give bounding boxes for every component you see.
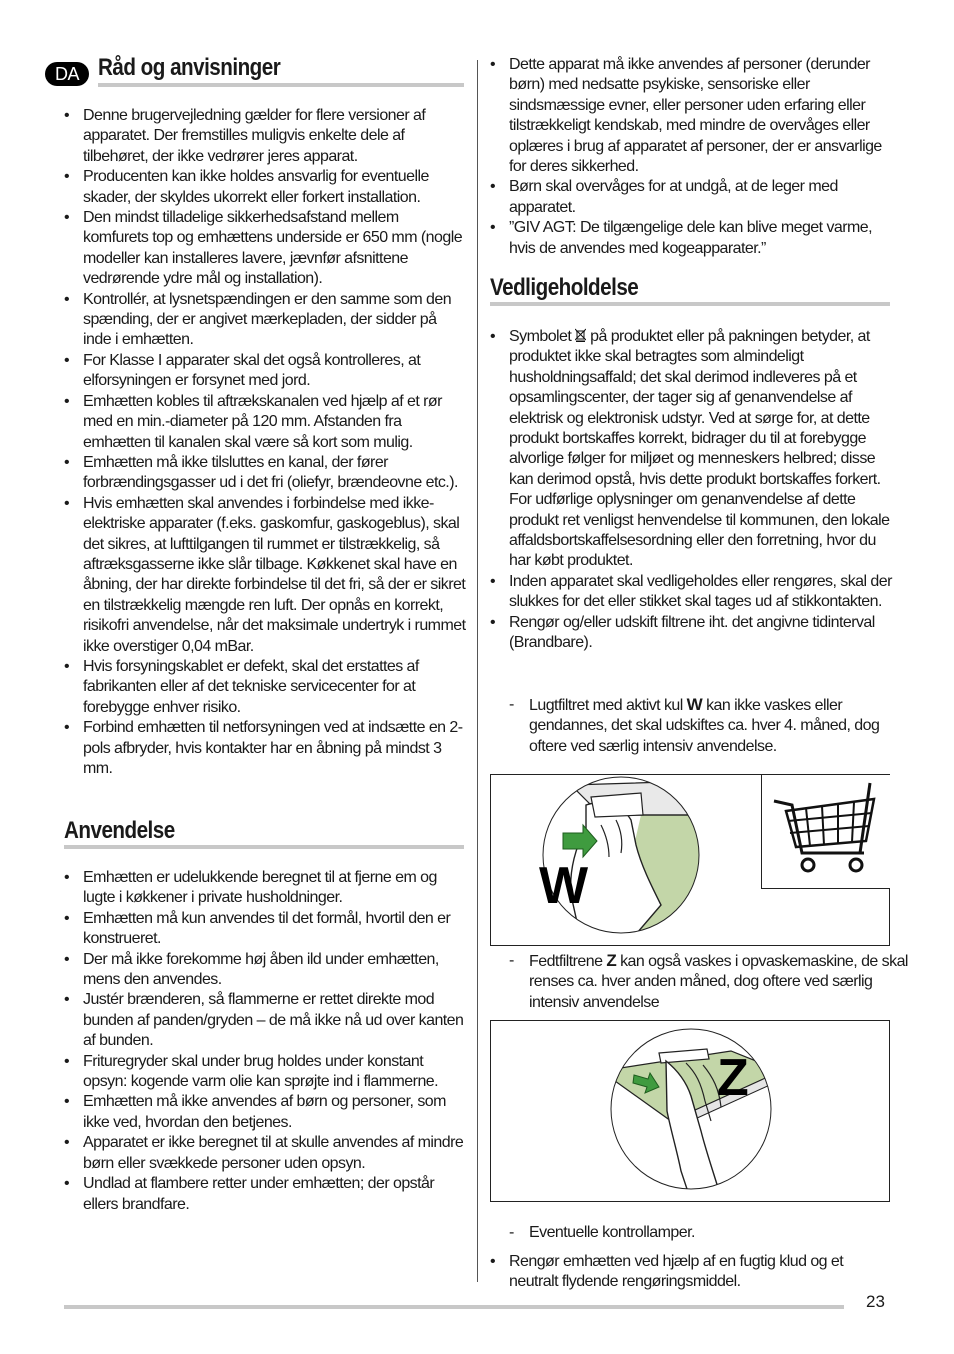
shopping-cart-icon [762, 775, 890, 888]
list-item: • Rengør og/eller udskift filtrene iht. det angivne tidinterval (Brandbare). [490, 613, 892, 654]
list-item: • Justér brænderen, så flammerne er rettet direkte mod bunden af panden/gryden – de må ikke nå ud over kanten af bunden. [64, 990, 466, 1051]
column-divider [477, 60, 478, 1282]
section-title-maintenance: Vedligeholdelse [490, 274, 639, 301]
list-item: • Emhætten må ikke tilsluttes en kanal, der fører forbrændingsgasser ud i det fri (oliefyr, brændeovne etc.). [64, 453, 466, 494]
footer-rule [64, 1305, 844, 1309]
list-item: • Emhætten er udelukkende beregnet til at fjerne em og lugte i køkkener i private husholdninger. [64, 868, 466, 909]
usage-list [64, 868, 466, 1215]
list-item: • Dette apparat må ikke anvendes af personer (derunder børn) med nedsatte psykiske, sensoriske eller sindsmæssige evner, eller personer uden erfaring eller tilstrækkeligt kendskab, med mindre de overvåges eller oplæres i brug af apparatet af personer, der er ansvarlige for deres sikkerhed. [490, 55, 892, 177]
filter-letter-z: Z [606, 951, 617, 970]
grease-filter-figure [490, 1020, 890, 1202]
grease-filter-note [509, 951, 911, 1013]
charcoal-filter-note [509, 695, 911, 757]
list-item: • Kontrollér, at lysnetspændingen er den samme som den spænding, der er angivet mærkepladen, der sidder på inde i emhætten. [64, 290, 466, 351]
list-item: • Rengør emhætten ved hjælp af en fugtig klud og et neutralt flydende rengøringsmiddel. [490, 1252, 892, 1293]
note-text: Lugtfiltret med aktivt kul [529, 697, 687, 714]
list-item: • Frituregryder skal under brug holdes under konstant opsyn: kogende varm olie kan sprøjte ind i flammerne. [64, 1052, 466, 1093]
note-text: kan også vaskes i opvaskemaskine, de skal renses ca. hver anden måned, dog oftere ved særlig intensiv anvendelse [529, 953, 908, 1011]
warnings-list [490, 55, 892, 259]
list-item: • Producenten kan ikke holdes ansvarlig for eventuelle skader, der skyldes ukorrekt eller forkert installation. [64, 167, 466, 208]
section-title-usage: Anvendelse [64, 817, 175, 844]
section-rule [490, 302, 890, 306]
section-rule [98, 83, 464, 87]
cart-panel [761, 775, 890, 889]
list-item [490, 327, 892, 572]
cleaning-list [490, 1252, 892, 1293]
list-item: • Emhætten kobles til aftrækskanalen ved hjælp af et rør med en min.-diameter på 120 mm. Afstanden fra emhætten til kanalen skal være så kort som mulig. [64, 392, 466, 453]
list-item: • Emhætten må ikke anvendes af børn og personer, som ikke ved, hvordan den betjenes. [64, 1092, 466, 1133]
list-item: • Hvis forsyningskablet er defekt, skal det erstattes af fabrikanten eller af det tekniske servicecenter for at forebygge enhver risiko. [64, 657, 466, 718]
list-item: • ”GIV AGT: De tilgængelige dele kan blive meget varme, hvis de anvendes med kogeapparater.” [490, 218, 892, 259]
language-badge: DA [45, 62, 89, 86]
list-item: • Undlad at flambere retter under emhætten; der opstår ellers brandfare. [64, 1174, 466, 1215]
symbol-label: Symbolet [509, 328, 572, 345]
section-title-advice: Råd og anvisninger [98, 54, 281, 81]
note-text: kan ikke vaskes eller gendannes, det skal udskiftes ca. hver 4. måned, dog oftere ved særlig intensiv anvendelse. [529, 697, 880, 755]
control-lamps-note: - Eventuelle kontrollamper. [509, 1223, 911, 1243]
list-item: • Emhætten må kun anvendes til det formål, hvortil den er konstrueret. [64, 909, 466, 950]
list-item: • For Klasse I apparater skal det også kontrolleres, at elforsyningen er forsynet med jord. [64, 351, 466, 392]
list-item: • Inden apparatet skal vedligeholdes eller rengøres, skal der slukkes for det eller stikket skal tages ud af stikkontakten. [490, 572, 892, 613]
list-item: • Forbind emhætten til netforsyningen ved at indsætte en 2-pols afbryder, hvis kontakter har en åbning på mindst 3 mm. [64, 718, 466, 779]
note-text: Fedtfiltrene [529, 953, 607, 970]
list-item: • Denne brugervejledning gælder for flere versioner af apparatet. Der fremstilles muligvis enkelte dele af tilbehøret, der ikke vedrører jeres apparat. [64, 106, 466, 167]
list-item: • Apparatet er ikke beregnet til at skulle anvendes af mindre børn eller svækkede personer uden opsyn. [64, 1133, 466, 1174]
section-rule [64, 845, 464, 849]
list-item: • Der må ikke forekomme høj åben ild under emhætten, mens den anvendes. [64, 950, 466, 991]
filter-letter-w: W [539, 857, 589, 915]
symbol-description: på produktet eller på pakningen betyder, at produktet ikke skal betragtes som almindeligt husholdningsaffald; det skal derimod indleveres på et opsamlingscenter, der tager sig af genanvendelse af elektrisk og elektronisk udstyr. Ved at sørge for, at dette produkt bortskaffes korrekt, bidrager du til at forebygge alvorlige følger for miljøet og menneskers helbred; disse kan derimod opstå, hvis dette produkt bortskaffes forkert. For udførlige oplysninger om genanvendelse af dette produkt ret venligst henvendelse til kommunen, den lokale affaldsbortskaffelsesordning eller den forretning, hvor du har købt produktet. [509, 328, 890, 570]
list-item: • Den mindst tilladelige sikkerhedsafstand mellem komfurets top og emhættens underside er 650 mm (nogle modeller kan installeres lavere, jævnfør afsnittene vedrørende ydre mål og installation). [64, 208, 466, 290]
filter-letter-z: Z [717, 1049, 749, 1107]
filter-letter-w: W [686, 695, 703, 714]
list-item: • Hvis emhætten skal anvendes i forbindelse med ikke-elektriske apparater (f.eks. gaskomfur, gaskogeblus), skal det sikres, at lufttilgangen til rummet er tilstrækkelig, så aftræksgasserne ikke slår tilbage. Køkkenet skal have en åbning, der har direkte forbindelse til det fri, så der er sikret en tilstrækkelig mængde ren luft. Der opnås en korrekt, risikofri anvendelse, når det maksimale undertryk i rummet ikke overstiger 0,04 mBar. [64, 494, 466, 657]
maintenance-list [490, 327, 892, 654]
page-number: 23 [866, 1292, 885, 1311]
charcoal-filter-figure [490, 774, 890, 946]
advice-list [64, 106, 466, 779]
crossed-bin-icon [575, 328, 586, 342]
list-item: • Børn skal overvåges for at undgå, at de leger med apparatet. [490, 177, 892, 218]
